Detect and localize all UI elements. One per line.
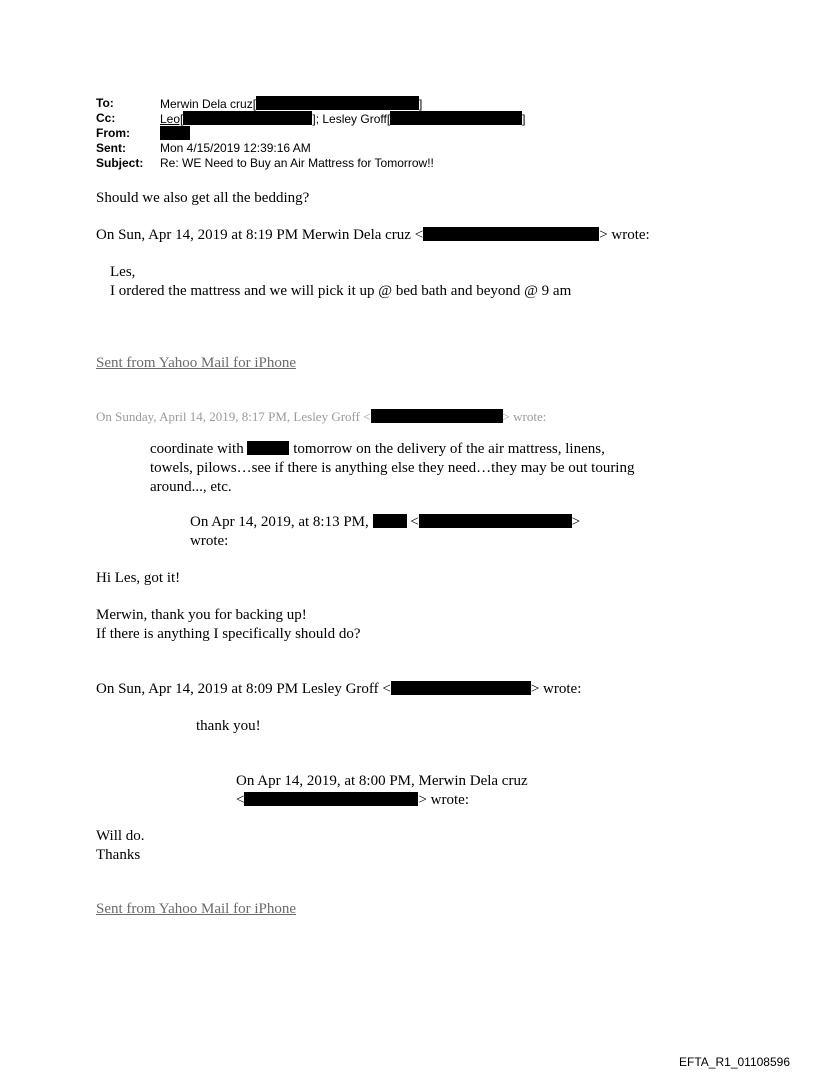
subject-row: [96, 156, 526, 171]
redaction-box: [391, 681, 531, 695]
quoted-message-4: thank you!: [196, 718, 261, 734]
redaction-box: [160, 126, 190, 140]
document-id: EFTA_R1_01108596: [679, 1055, 790, 1069]
email-header: [96, 96, 526, 171]
to-label: To:: [96, 96, 114, 110]
sent-label: Sent:: [96, 141, 126, 155]
redaction-box: [423, 227, 599, 241]
redaction-box: [244, 792, 418, 806]
quoted-message-3: Merwin, thank you for backing up! If there is anything I specifically should do?: [96, 607, 361, 642]
redaction-box: [419, 514, 572, 528]
quote-header-1: On Sun, Apr 14, 2019 at 8:19 PM Merwin Dela cruz < > wrote:: [96, 227, 650, 243]
quote-header-5: On Apr 14, 2019, at 8:00 PM, Merwin Dela cruz < > wrote:: [236, 773, 528, 808]
redaction-box: [390, 111, 522, 125]
redaction-box: [256, 96, 419, 110]
sent-from-link-1[interactable]: Sent from Yahoo Mail for iPhone: [96, 355, 296, 371]
quote-header-4: On Sun, Apr 14, 2019 at 8:09 PM Lesley Groff < > wrote:: [96, 681, 582, 697]
quoted-message-5: Will do. Thanks: [96, 828, 145, 863]
sent-value: Mon 4/15/2019 12:39:16 AM: [160, 141, 311, 155]
sent-from-link-2[interactable]: Sent from Yahoo Mail for iPhone: [96, 901, 296, 917]
cc-label: Cc:: [96, 111, 116, 125]
quote-header-2: On Sunday, April 14, 2019, 8:17 PM, Lesley Groff < > wrote:: [96, 409, 547, 424]
reply-text: Should we also get all the bedding?: [96, 190, 310, 206]
sent-row: [96, 141, 526, 156]
quoted-message-2: coordinate with tomorrow on the delivery of the air mattress, linens, towels, pilows…see if there is anything else they need…they may be out touring around..., etc.: [150, 441, 635, 495]
quoted-message-1: Les, I ordered the mattress and we will pick it up @ bed bath and beyond @ 9 am: [110, 264, 572, 299]
from-row: [96, 126, 526, 141]
cc-row: [96, 111, 526, 126]
redaction-box: [371, 409, 503, 423]
cc-value: Leo[ ]; Lesley Groff[ ]: [160, 112, 526, 126]
subject-value: Re: WE Need to Buy an Air Mattress for Tomorrow!!: [160, 156, 434, 170]
to-row: [96, 96, 526, 111]
redaction-box: [183, 111, 312, 125]
from-label: From:: [96, 126, 130, 140]
redaction-box: [247, 441, 289, 455]
quoted-message-3-greeting: Hi Les, got it!: [96, 570, 181, 586]
subject-label: Subject:: [96, 156, 144, 170]
redaction-box: [373, 514, 407, 528]
to-value: Merwin Dela cruz[ ]: [160, 97, 423, 111]
quote-header-3: On Apr 14, 2019, at 8:13 PM, < > wrote:: [190, 514, 581, 549]
